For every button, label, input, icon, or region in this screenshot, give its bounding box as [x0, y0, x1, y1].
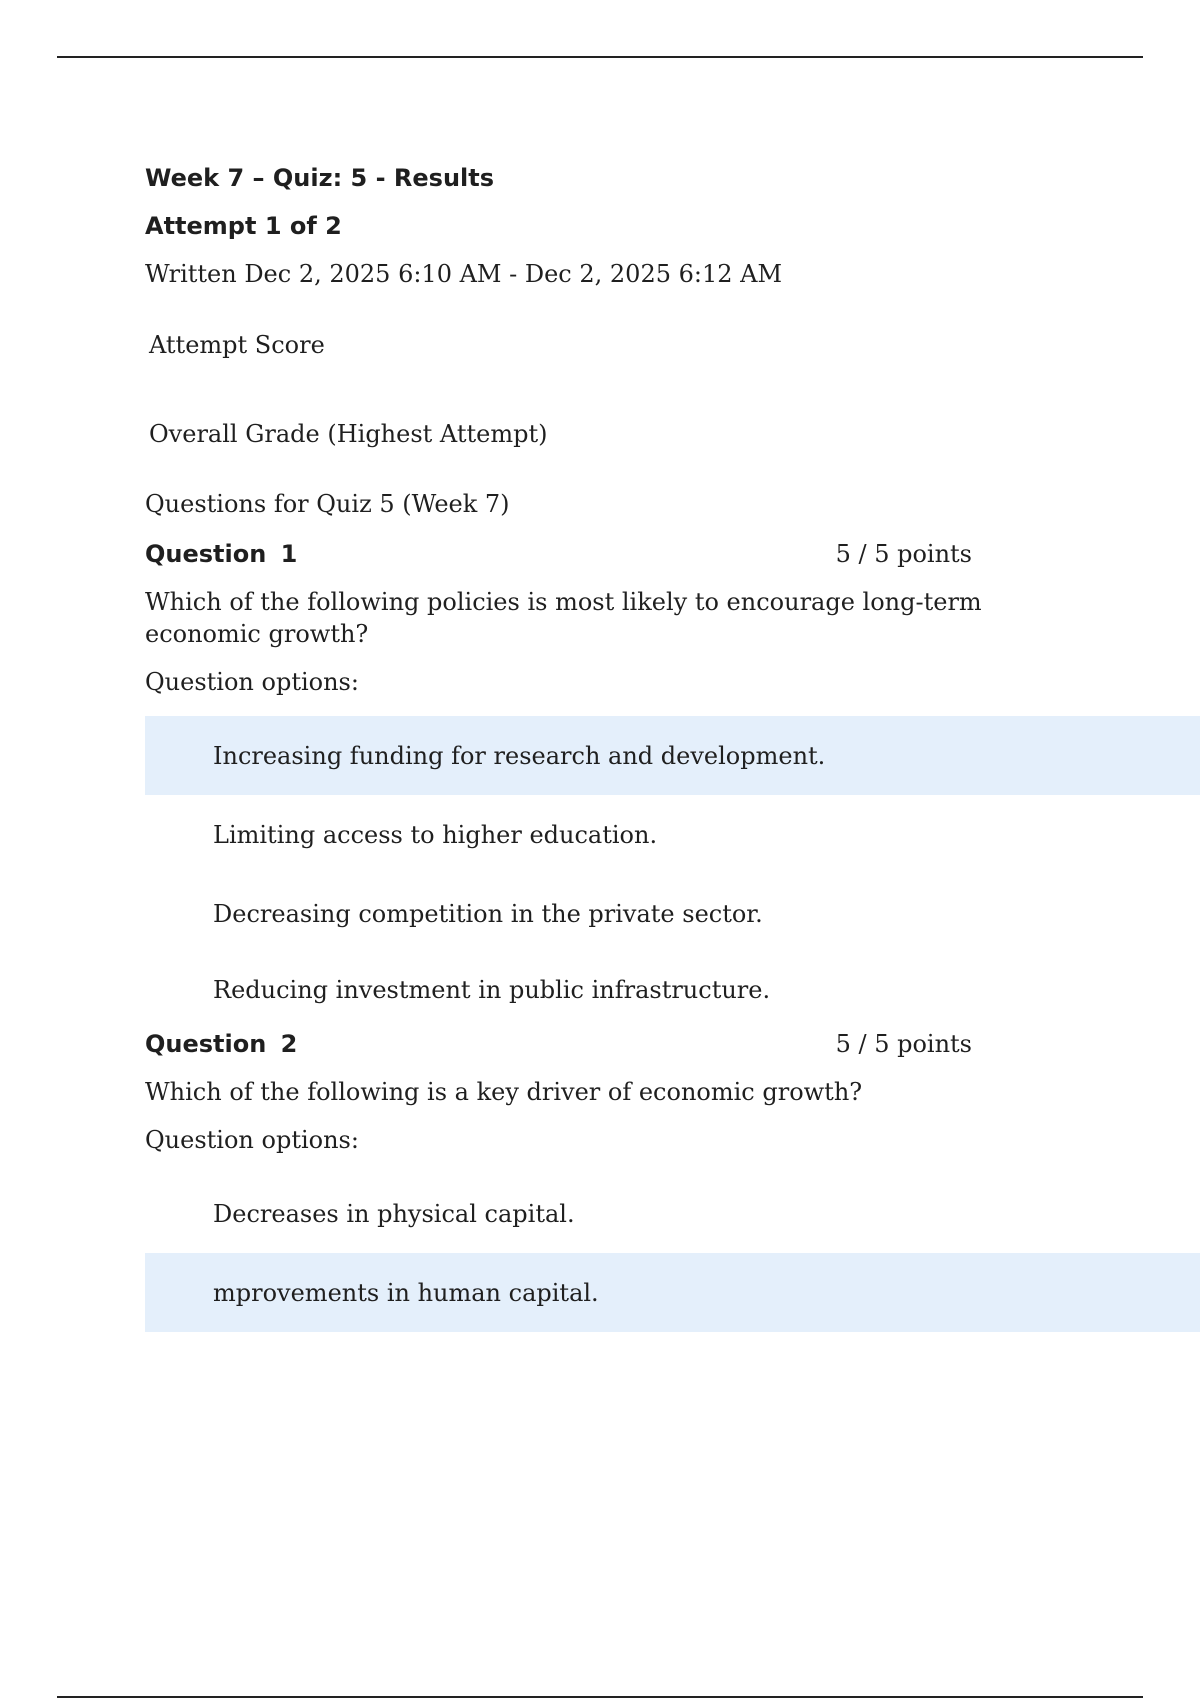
question-options-label: Question options: — [145, 1126, 359, 1154]
option-label: Decreasing competition in the private sector. — [213, 899, 763, 928]
question-option[interactable] — [145, 874, 1200, 953]
option-label: mprovements in human capital. — [213, 1278, 599, 1307]
option-label: Increasing funding for research and development. — [213, 741, 826, 770]
question-option[interactable] — [145, 950, 1200, 1029]
question-text: Which of the following is a key driver of economic growth? — [145, 1078, 863, 1106]
question-option-selected[interactable] — [145, 1253, 1200, 1332]
question-options-label: Question options: — [145, 668, 359, 696]
question-option-selected[interactable] — [145, 716, 1200, 795]
attempt-label: Attempt 1 of 2 — [145, 212, 342, 240]
attempt-score-label: Attempt Score — [149, 331, 325, 359]
option-label: Limiting access to higher education. — [213, 820, 658, 849]
question-points: 5 / 5 points — [835, 540, 972, 568]
written-timestamp: Written Dec 2, 2025 6:10 AM - Dec 2, 2025 6:12 AM — [145, 260, 783, 288]
question-points: 5 / 5 points — [835, 1030, 972, 1058]
page-title: Week 7 – Quiz: 5 - Results — [145, 164, 495, 192]
question-option[interactable] — [145, 795, 1200, 874]
question-title: Question 1 — [145, 540, 298, 568]
question-text: Which of the following policies is most likely to encourage long-term economic growth? — [145, 588, 982, 648]
top-rule — [57, 56, 1143, 58]
question-title: Question 2 — [145, 1030, 298, 1058]
option-label: Decreases in physical capital. — [213, 1199, 575, 1228]
overall-grade-label: Overall Grade (Highest Attempt) — [149, 420, 548, 448]
option-label: Reducing investment in public infrastructure. — [213, 975, 771, 1004]
bottom-rule — [57, 1696, 1143, 1698]
question-option[interactable] — [145, 1174, 1200, 1253]
section-heading: Questions for Quiz 5 (Week 7) — [145, 490, 510, 518]
